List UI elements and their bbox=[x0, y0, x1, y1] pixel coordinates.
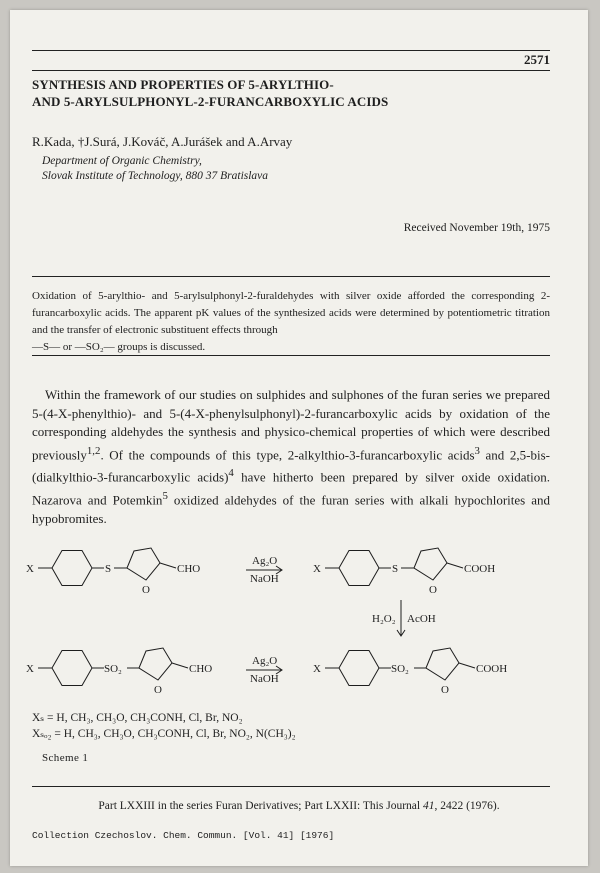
furan-oxygen-label: O bbox=[429, 584, 437, 596]
furan-oxygen-label: O bbox=[441, 684, 449, 696]
reagent-naoh-label: NaOH bbox=[250, 573, 279, 585]
title-line-1: SYNTHESIS AND PROPERTIES OF 5-ARYLTHIO- bbox=[32, 77, 334, 92]
substituent-x-label: X bbox=[313, 563, 321, 575]
page-number: 2571 bbox=[524, 52, 550, 67]
affiliation bbox=[42, 154, 268, 184]
aldehyde-group-label: CHO bbox=[177, 563, 201, 575]
abstract bbox=[32, 288, 550, 356]
header-rule-lower bbox=[32, 70, 550, 71]
abstract-tail: —S— or —SO₂— groups is discussed. bbox=[32, 341, 206, 353]
footnote-volume: 41 bbox=[422, 800, 435, 812]
journal-page bbox=[10, 10, 588, 866]
author-list: R.Kada, †J.Surá, J.Kováč, A.Jurášek and A.Arvay bbox=[32, 134, 293, 149]
reagent-ag2o-label: Ag₂O bbox=[252, 555, 278, 567]
substituent-x-label: X bbox=[26, 563, 34, 575]
thio-link-label: S bbox=[105, 563, 112, 575]
substituent-definitions bbox=[32, 710, 296, 742]
body-text-2: . Of the compounds of this type, 2-alkylthio-3-furancarboxylic acids bbox=[100, 446, 475, 462]
thio-link-label: S bbox=[392, 563, 399, 575]
substituent-x-label: X bbox=[26, 663, 34, 675]
aldehyde-group-label: CHO bbox=[189, 663, 213, 675]
received-date: Received November 19th, 1975 bbox=[403, 222, 550, 234]
reference-5: 5 bbox=[162, 490, 168, 503]
reagent-h2o2-label: H₂O₂ bbox=[372, 613, 396, 625]
body-paragraph bbox=[32, 386, 550, 528]
body-text-5: oxidized aldehydes of the furan series with alkali hypochlorites and hypobromites. bbox=[32, 492, 550, 526]
journal-footer: Collection Czechoslov. Chem. Commun. [Vol. 41] [1976] bbox=[32, 830, 335, 841]
reaction-scheme bbox=[10, 530, 588, 710]
reagent-ag2o-label: Ag₂O bbox=[252, 655, 278, 667]
article-title bbox=[32, 76, 388, 110]
footnote-citation: , 2422 (1976). bbox=[434, 800, 500, 812]
body-text-4: have hitherto been prepared by silver oxide oxidation. Nazarova and Potemkin bbox=[32, 469, 550, 508]
footnote-text: Part LXXIII in the series Furan Derivatives; Part LXXII: This Journal bbox=[98, 800, 423, 812]
reagent-acoh-label: AcOH bbox=[407, 613, 436, 625]
carboxyl-group-label: COOH bbox=[476, 663, 508, 675]
affiliation-line-1: Department of Organic Chemistry, bbox=[42, 155, 202, 167]
reagent-naoh-label: NaOH bbox=[250, 673, 279, 685]
furan-oxygen-label: O bbox=[142, 584, 150, 596]
reference-4: 4 bbox=[228, 467, 234, 480]
furan-oxygen-label: O bbox=[154, 684, 162, 696]
series-footnote bbox=[10, 800, 588, 812]
header-rule bbox=[32, 50, 550, 51]
substituents-sulphonyl: Xₛₒ₂ = H, CH₃, CH₃O, CH₃CONH, Cl, Br, NO₂, N(CH₃)₂ bbox=[32, 728, 296, 740]
sulphonyl-link-label: SO₂ bbox=[391, 663, 409, 675]
footnote-rule bbox=[32, 786, 550, 787]
sulphonyl-link-label: SO₂ bbox=[104, 663, 122, 675]
abstract-top-rule bbox=[32, 276, 550, 277]
affiliation-line-2: Slovak Institute of Technology, 880 37 Bratislava bbox=[42, 170, 269, 182]
substituent-x-label: X bbox=[313, 663, 321, 675]
scheme-caption: Scheme 1 bbox=[42, 752, 89, 764]
carboxyl-group-label: COOH bbox=[464, 563, 496, 575]
abstract-main: Oxidation of 5-arylthio- and 5-arylsulphonyl-2-furaldehydes with silver oxide afforded the corresponding 2-furancarboxylic acids. The apparent pK values of the synthesized acids were determined by potentiometric titration and the transfer of electronic substituent effects through bbox=[32, 290, 550, 336]
reference-3: 3 bbox=[474, 444, 480, 457]
title-line-2: AND 5-ARYLSULPHONYL-2-FURANCARBOXYLIC ACIDS bbox=[32, 94, 389, 109]
reference-1-2: 1,2 bbox=[86, 444, 101, 457]
body-text-3: and 2,5-bis-(dialkylthio-3-furancarboxylic acids) bbox=[32, 446, 550, 485]
body-text-1: Within the framework of our studies on sulphides and sulphones of the furan series we prepared 5-(4-X-phenylthio)- and 5-(4-X-phenylsulphonyl)-2-furancarboxylic acids by oxidation of the corresponding aldehydes the synthesis and physico-chemical properties of which were described previously bbox=[32, 387, 550, 462]
substituents-thio: Xₛ = H, CH₃, CH₃O, CH₃CONH, Cl, Br, NO₂ bbox=[32, 712, 243, 724]
abstract-bottom-rule bbox=[32, 355, 550, 356]
